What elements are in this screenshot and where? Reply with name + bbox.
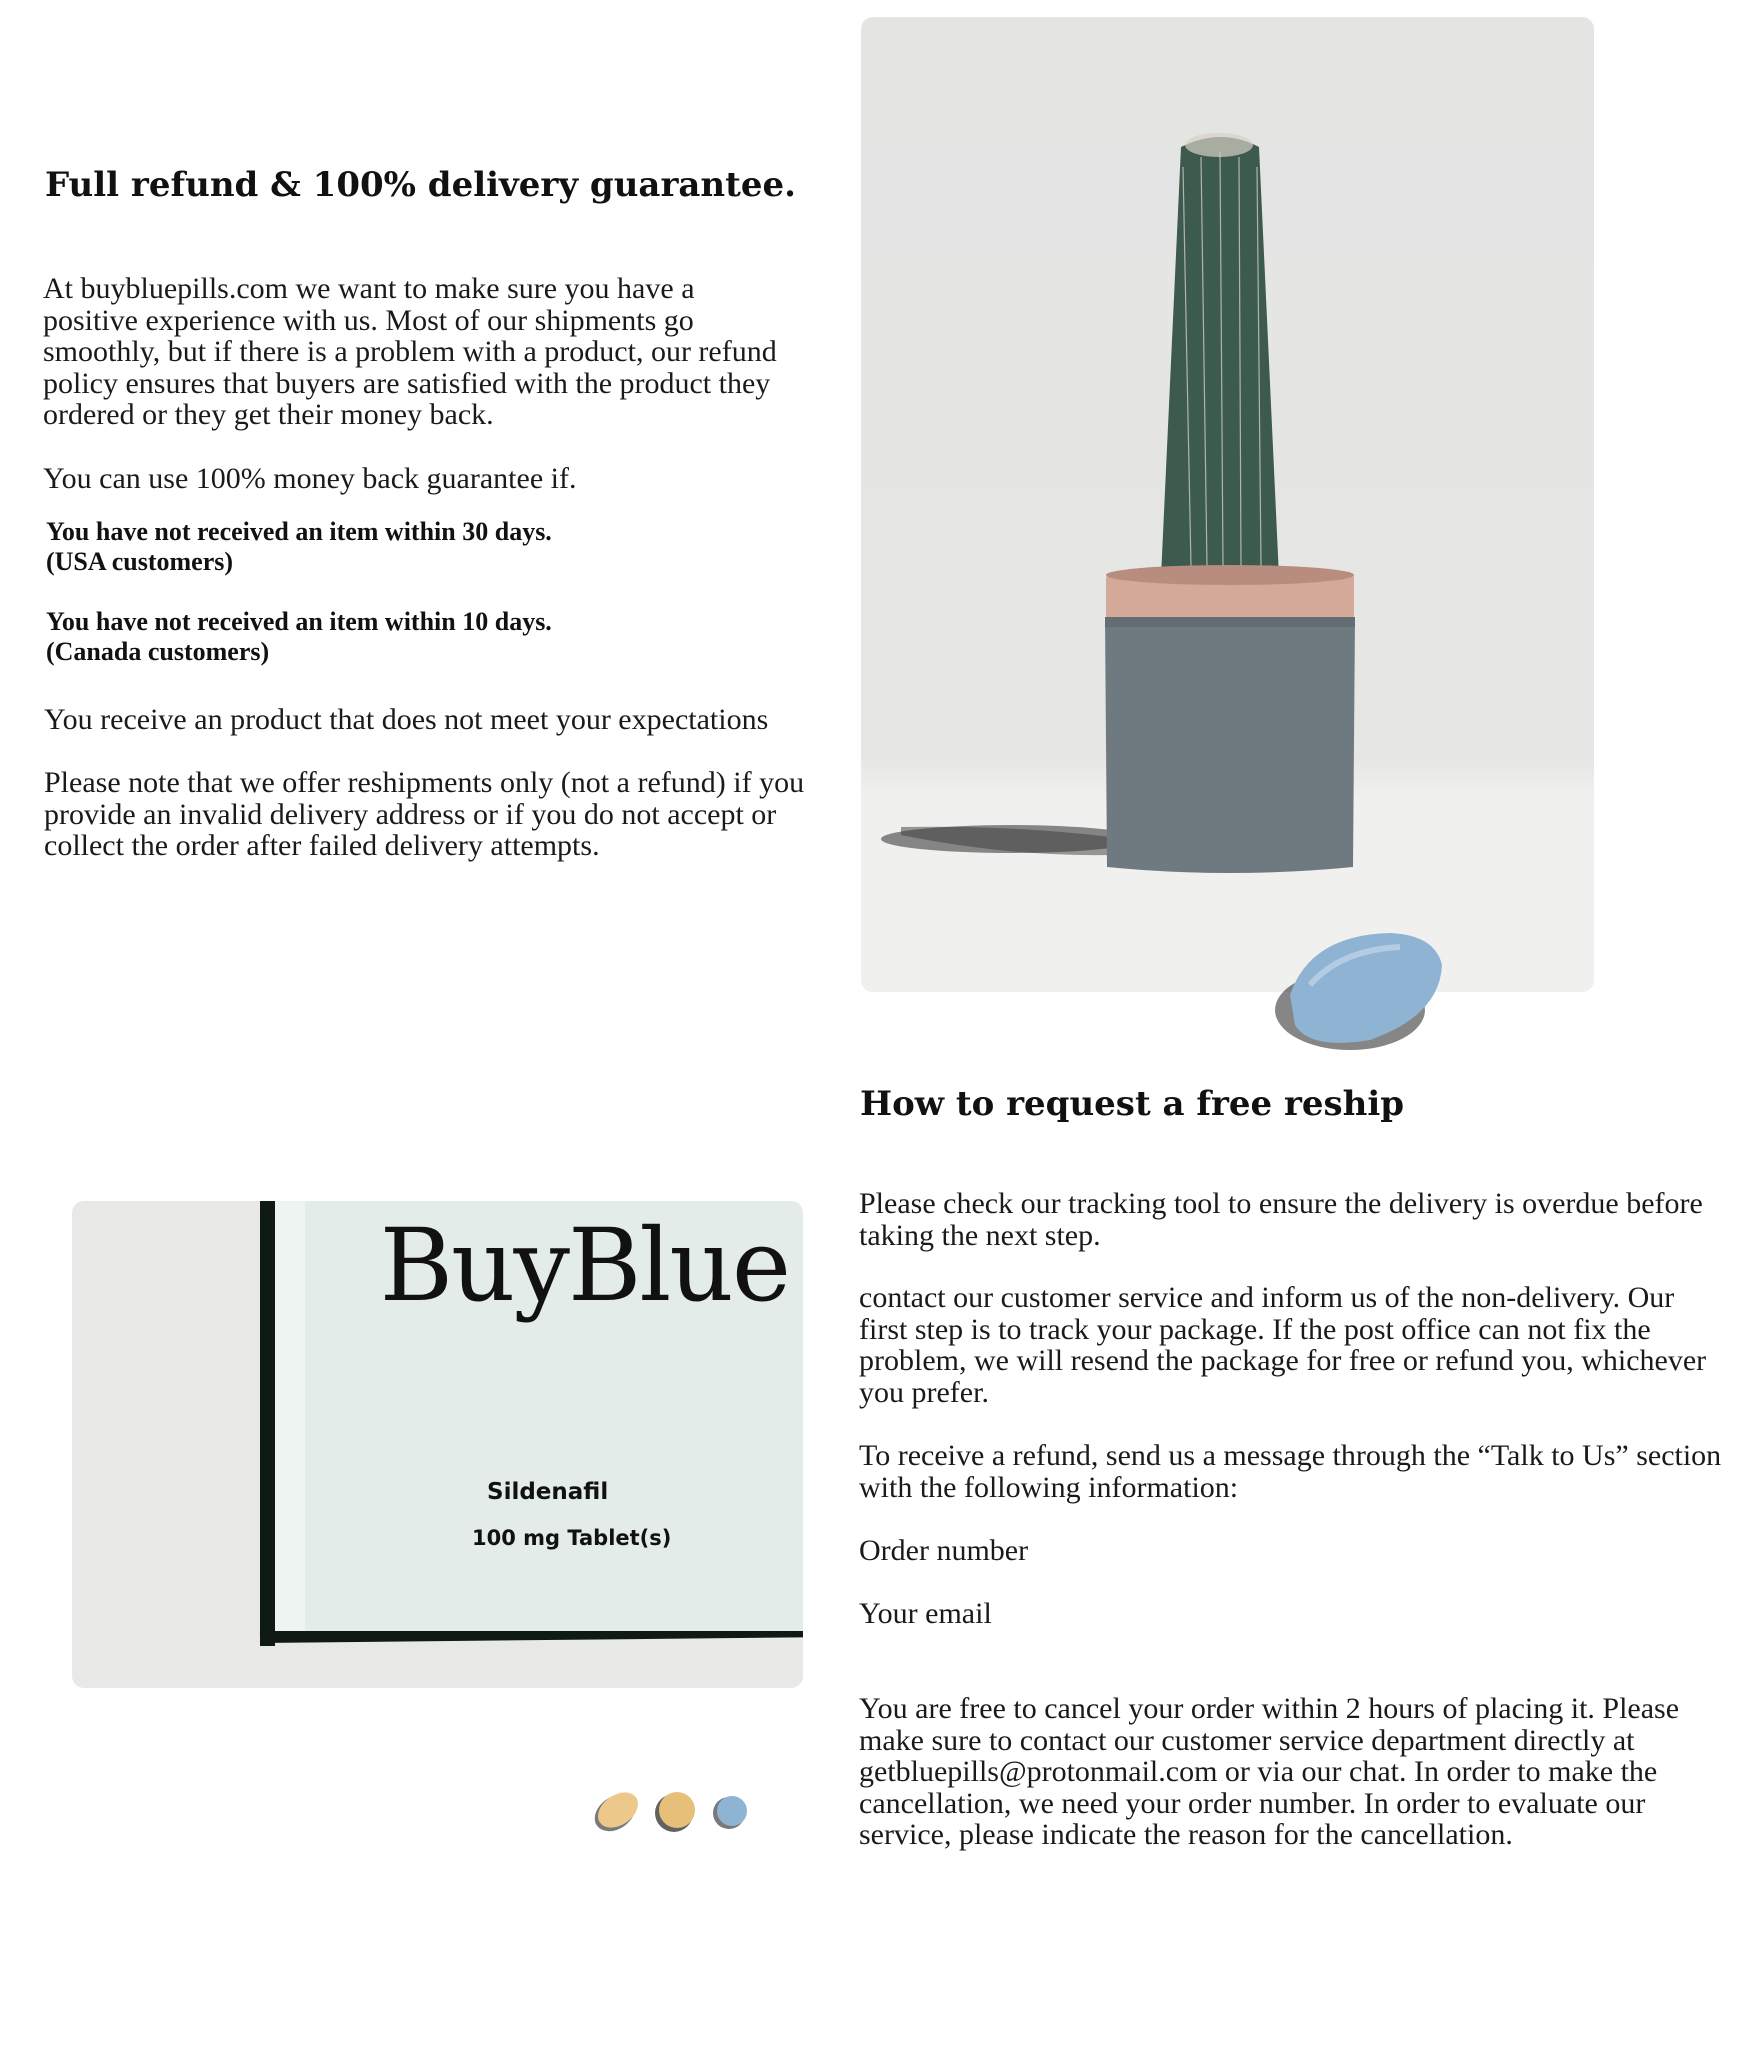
reship-step-contact: contact our customer service and inform us of the non-delivery. Our first step is to track your package. If the post office can not fix the problem, we will resend the package for free or refund you, whichever you prefer. bbox=[859, 1281, 1707, 1409]
reship-heading: How to request a free reship bbox=[860, 1084, 1405, 1124]
reship-note: Please note that we offer reshipments only (not a refund) if you provide an invalid delivery address or if you do not accept or collect the order after failed delivery attempts. bbox=[44, 766, 805, 862]
packet-brand: BuyBlue bbox=[379, 1207, 789, 1324]
reship-step-refund: To receive a refund, send us a message through the “Talk to Us” section with the following information: bbox=[859, 1439, 1722, 1504]
reship-step-tracking: Please check our tracking tool to ensure the delivery is overdue before taking the next step. bbox=[859, 1187, 1703, 1252]
cactus-illustration bbox=[861, 17, 1594, 992]
refund-heading: Full refund & 100% delivery guarantee. bbox=[45, 165, 796, 205]
condition-canada-text: You have not received an item within 10 days. bbox=[46, 607, 552, 636]
guarantee-lead: You can use 100% money back guarantee if. bbox=[43, 462, 577, 495]
condition-expectations: You receive an product that does not meet your expectations bbox=[44, 703, 769, 736]
packet-drug-name: Sildenafil bbox=[487, 1479, 609, 1505]
pills-image bbox=[588, 1780, 758, 1840]
packet-edge bbox=[260, 1201, 275, 1646]
cactus-photo bbox=[861, 17, 1594, 992]
condition-canada-region: (Canada customers) bbox=[46, 637, 270, 666]
packet-dose: 100 mg Tablet(s) bbox=[472, 1526, 672, 1550]
condition-canada bbox=[46, 607, 746, 667]
condition-usa-region: (USA customers) bbox=[46, 547, 234, 576]
field-your-email: Your email bbox=[859, 1597, 992, 1630]
condition-usa-text: You have not received an item within 30 days. bbox=[46, 517, 552, 546]
condition-usa bbox=[46, 517, 746, 577]
cancellation-policy: You are free to cancel your order within 2 hours of placing it. Please make sure to contact our customer service department directly at getbluepills@protonmail.com or via our chat. In order to make the cancellation, we need your order number. In order to evaluate our service, please indicate the reason for the cancellation. bbox=[859, 1692, 1680, 1851]
packet-photo bbox=[72, 1201, 803, 1688]
field-order-number: Order number bbox=[859, 1534, 1029, 1567]
refund-intro: At buybluepills.com we want to make sure you have a positive experience with us. Most of our shipments go smoothly, but if there is a problem with a product, our refund policy ensures that buyers are satisfied with the product they ordered or they get their money back. bbox=[43, 272, 777, 431]
blue-pill-image bbox=[1270, 925, 1460, 1060]
